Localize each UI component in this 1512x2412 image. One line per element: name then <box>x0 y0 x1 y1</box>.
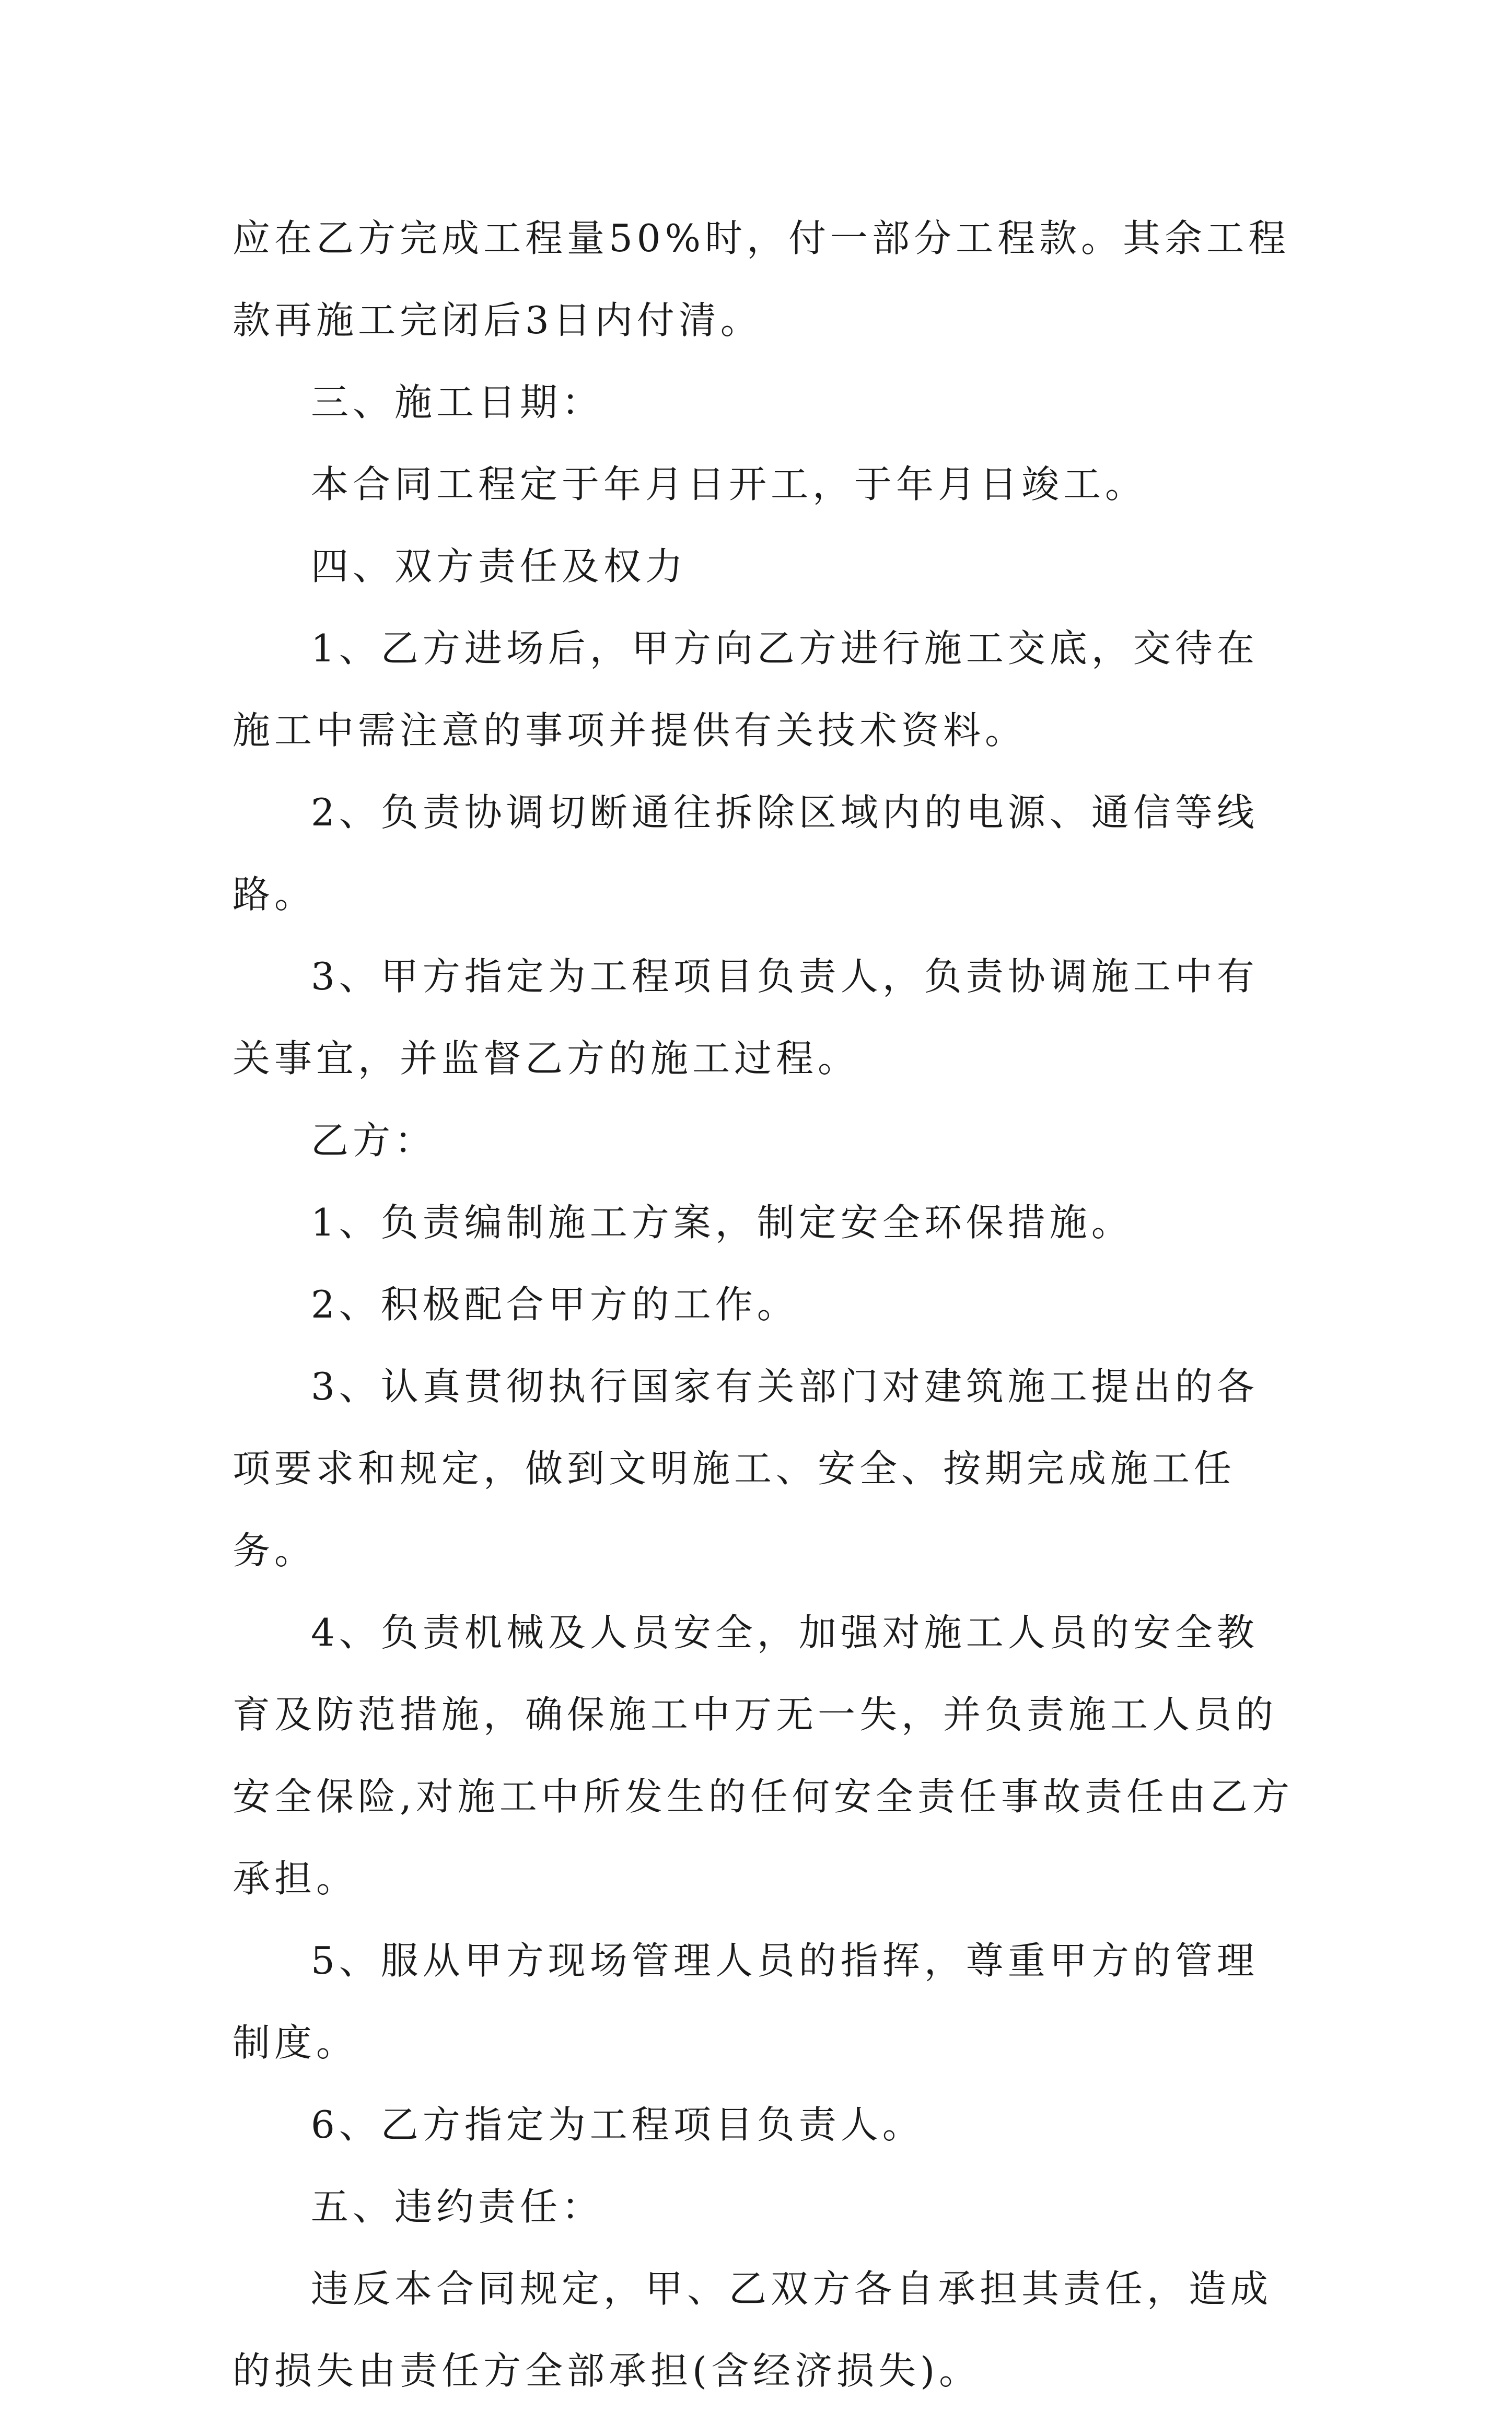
party-a-item-1: 1、乙方进场后，甲方向乙方进行施工交底，交待在施工中需注意的事项并提供有关技术资料。 <box>232 626 1259 752</box>
heading-breach-liability: 五、违约责任： <box>311 2185 604 2229</box>
party-a-item-2: 2、负责协调切断通往拆除区域内的电源、通信等线路。 <box>232 790 1259 916</box>
paragraph-breach-liability: 违反本合同规定，甲、乙双方各自承担其责任，造成的损失由责任方全部承担(含经济损失)。 <box>232 2267 1273 2393</box>
heading-responsibilities: 四、双方责任及权力 <box>311 544 688 588</box>
party-b-item-6: 6、乙方指定为工程项目负责人。 <box>311 2103 924 2147</box>
party-b-item-3: 3、认真贯彻执行国家有关部门对建筑施工提出的各项要求和规定，做到文明施工、安全、按期完成施工任务。 <box>232 1365 1259 1572</box>
party-b-item-2: 2、积极配合甲方的工作。 <box>311 1283 799 1326</box>
party-b-item-5: 5、服从甲方现场管理人员的指挥，尊重甲方的管理制度。 <box>232 1939 1259 2065</box>
paragraph-payment-terms: 应在乙方完成工程量50%时，付一部分工程款。其余工程款再施工完闭后3日内付清。 <box>232 216 1290 342</box>
document-body <box>232 197 1298 2412</box>
party-a-item-3: 3、甲方指定为工程项目负责人，负责协调施工中有关事宜，并监督乙方的施工过程。 <box>232 954 1259 1080</box>
heading-construction-dates: 三、施工日期： <box>311 380 604 424</box>
party-b-item-4: 4、负责机械及人员安全，加强对施工人员的安全教育及防范措施，确保施工中万无一失，并负责施工人员的安全保险,对施工中所发生的任何安全责任事故责任由乙方承担。 <box>232 1611 1294 1901</box>
party-b-item-1: 1、负责编制施工方案，制定安全环保措施。 <box>311 1201 1133 1244</box>
paragraph-construction-dates: 本合同工程定于年月日开工，于年月日竣工。 <box>311 462 1147 506</box>
heading-party-b: 乙方： <box>311 1118 437 1162</box>
